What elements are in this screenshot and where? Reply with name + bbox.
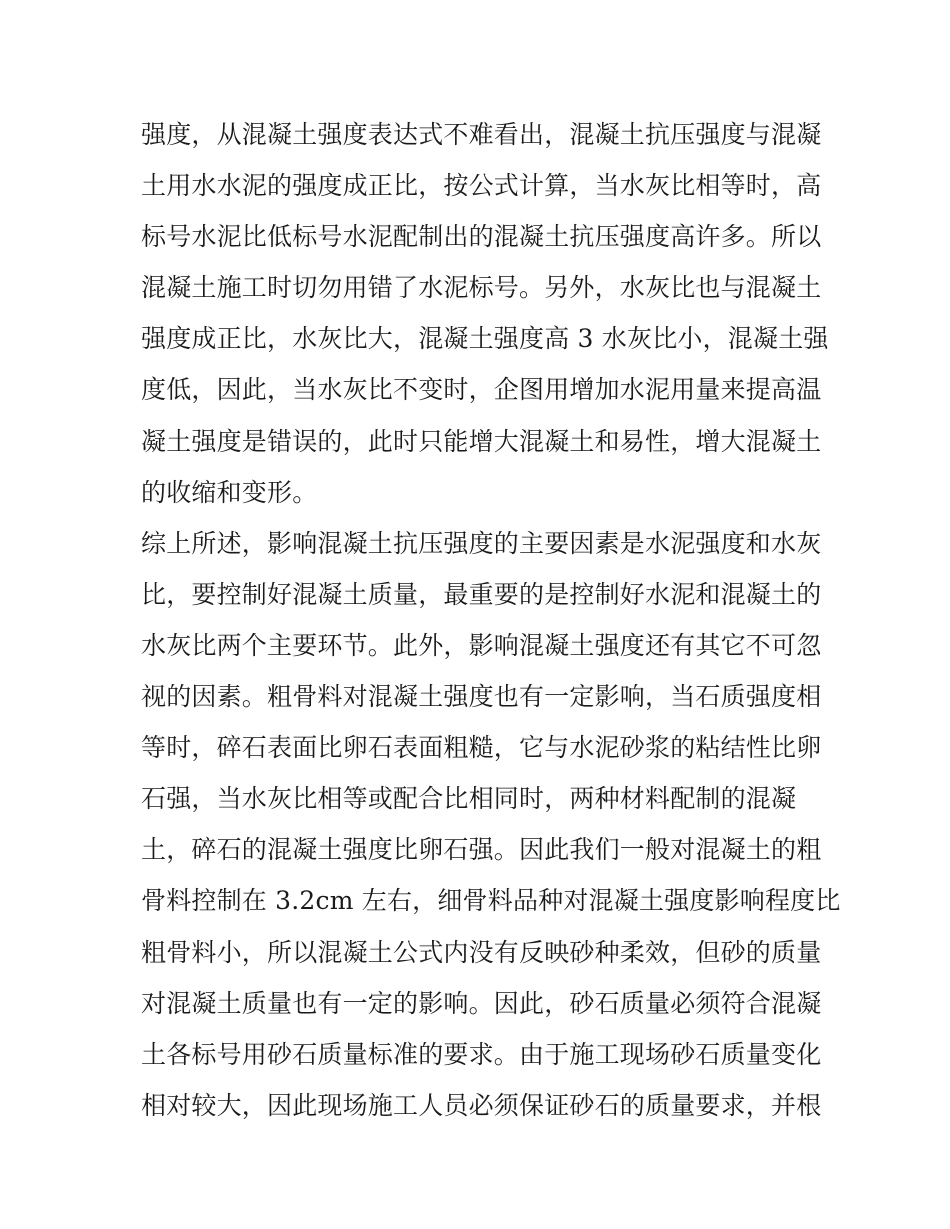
text-line: 相对较大，因此现场施工人员必须保证砂石的质量要求，并根 (141, 1090, 822, 1120)
text-line: 土用水水泥的强度成正比，按公式计算，当水灰比相等时，高 (141, 171, 822, 201)
text-line: 石强，当水灰比相等或配合比相同时，两种材料配制的混凝 (141, 784, 797, 814)
text-line: 综上所述，影响混凝土抗压强度的主要因素是水泥强度和水灰 (141, 528, 822, 558)
text-line: 混凝土施工时切勿用错了水泥标号。另外，水灰比也与混凝土 (141, 273, 822, 303)
text-line: 的收缩和变形。 (141, 477, 318, 507)
text-line: 视的因素。粗骨料对混凝土强度也有一定影响，当石质强度相 (141, 682, 822, 712)
text-line: 凝土强度是错误的，此时只能增大混凝土和易性，增大混凝土 (141, 426, 822, 456)
text-line: 等时，碎石表面比卵石表面粗糙，它与水泥砂浆的粘结性比卵 (141, 733, 822, 763)
text-line: 骨料控制在 3.2cm 左右，细骨料品种对混凝土强度影响程度比 (141, 886, 841, 916)
text-line: 强度，从混凝土强度表达式不难看出，混凝土抗压强度与混凝 (141, 120, 822, 149)
text-line: 度低，因此，当水灰比不变时，企图用增加水泥用量来提高温 (141, 375, 822, 405)
text-line: 标号水泥比低标号水泥配制出的混凝土抗压强度高许多。所以 (141, 222, 822, 252)
text-line: 粗骨料小，所以混凝土公式内没有反映砂种柔效，但砂的质量 (141, 937, 822, 967)
text-line: 强度成正比，水灰比大，混凝土强度高 3 水灰比小，混凝土强 (141, 324, 829, 354)
body-text (141, 109, 841, 1131)
text-line: 水灰比两个主要环节。此外，影响混凝土强度还有其它不可忽 (141, 630, 822, 660)
text-line: 对混凝土质量也有一定的影响。因此，砂石质量必须符合混凝 (141, 988, 822, 1018)
text-line: 比，要控制好混凝土质量，最重要的是控制好水泥和混凝土的 (141, 579, 822, 609)
text-line: 土，碎石的混凝土强度比卵石强。因此我们一般对混凝土的粗 (141, 835, 822, 865)
text-line: 土各标号用砂石质量标准的要求。由于施工现场砂石质量变化 (141, 1039, 822, 1069)
